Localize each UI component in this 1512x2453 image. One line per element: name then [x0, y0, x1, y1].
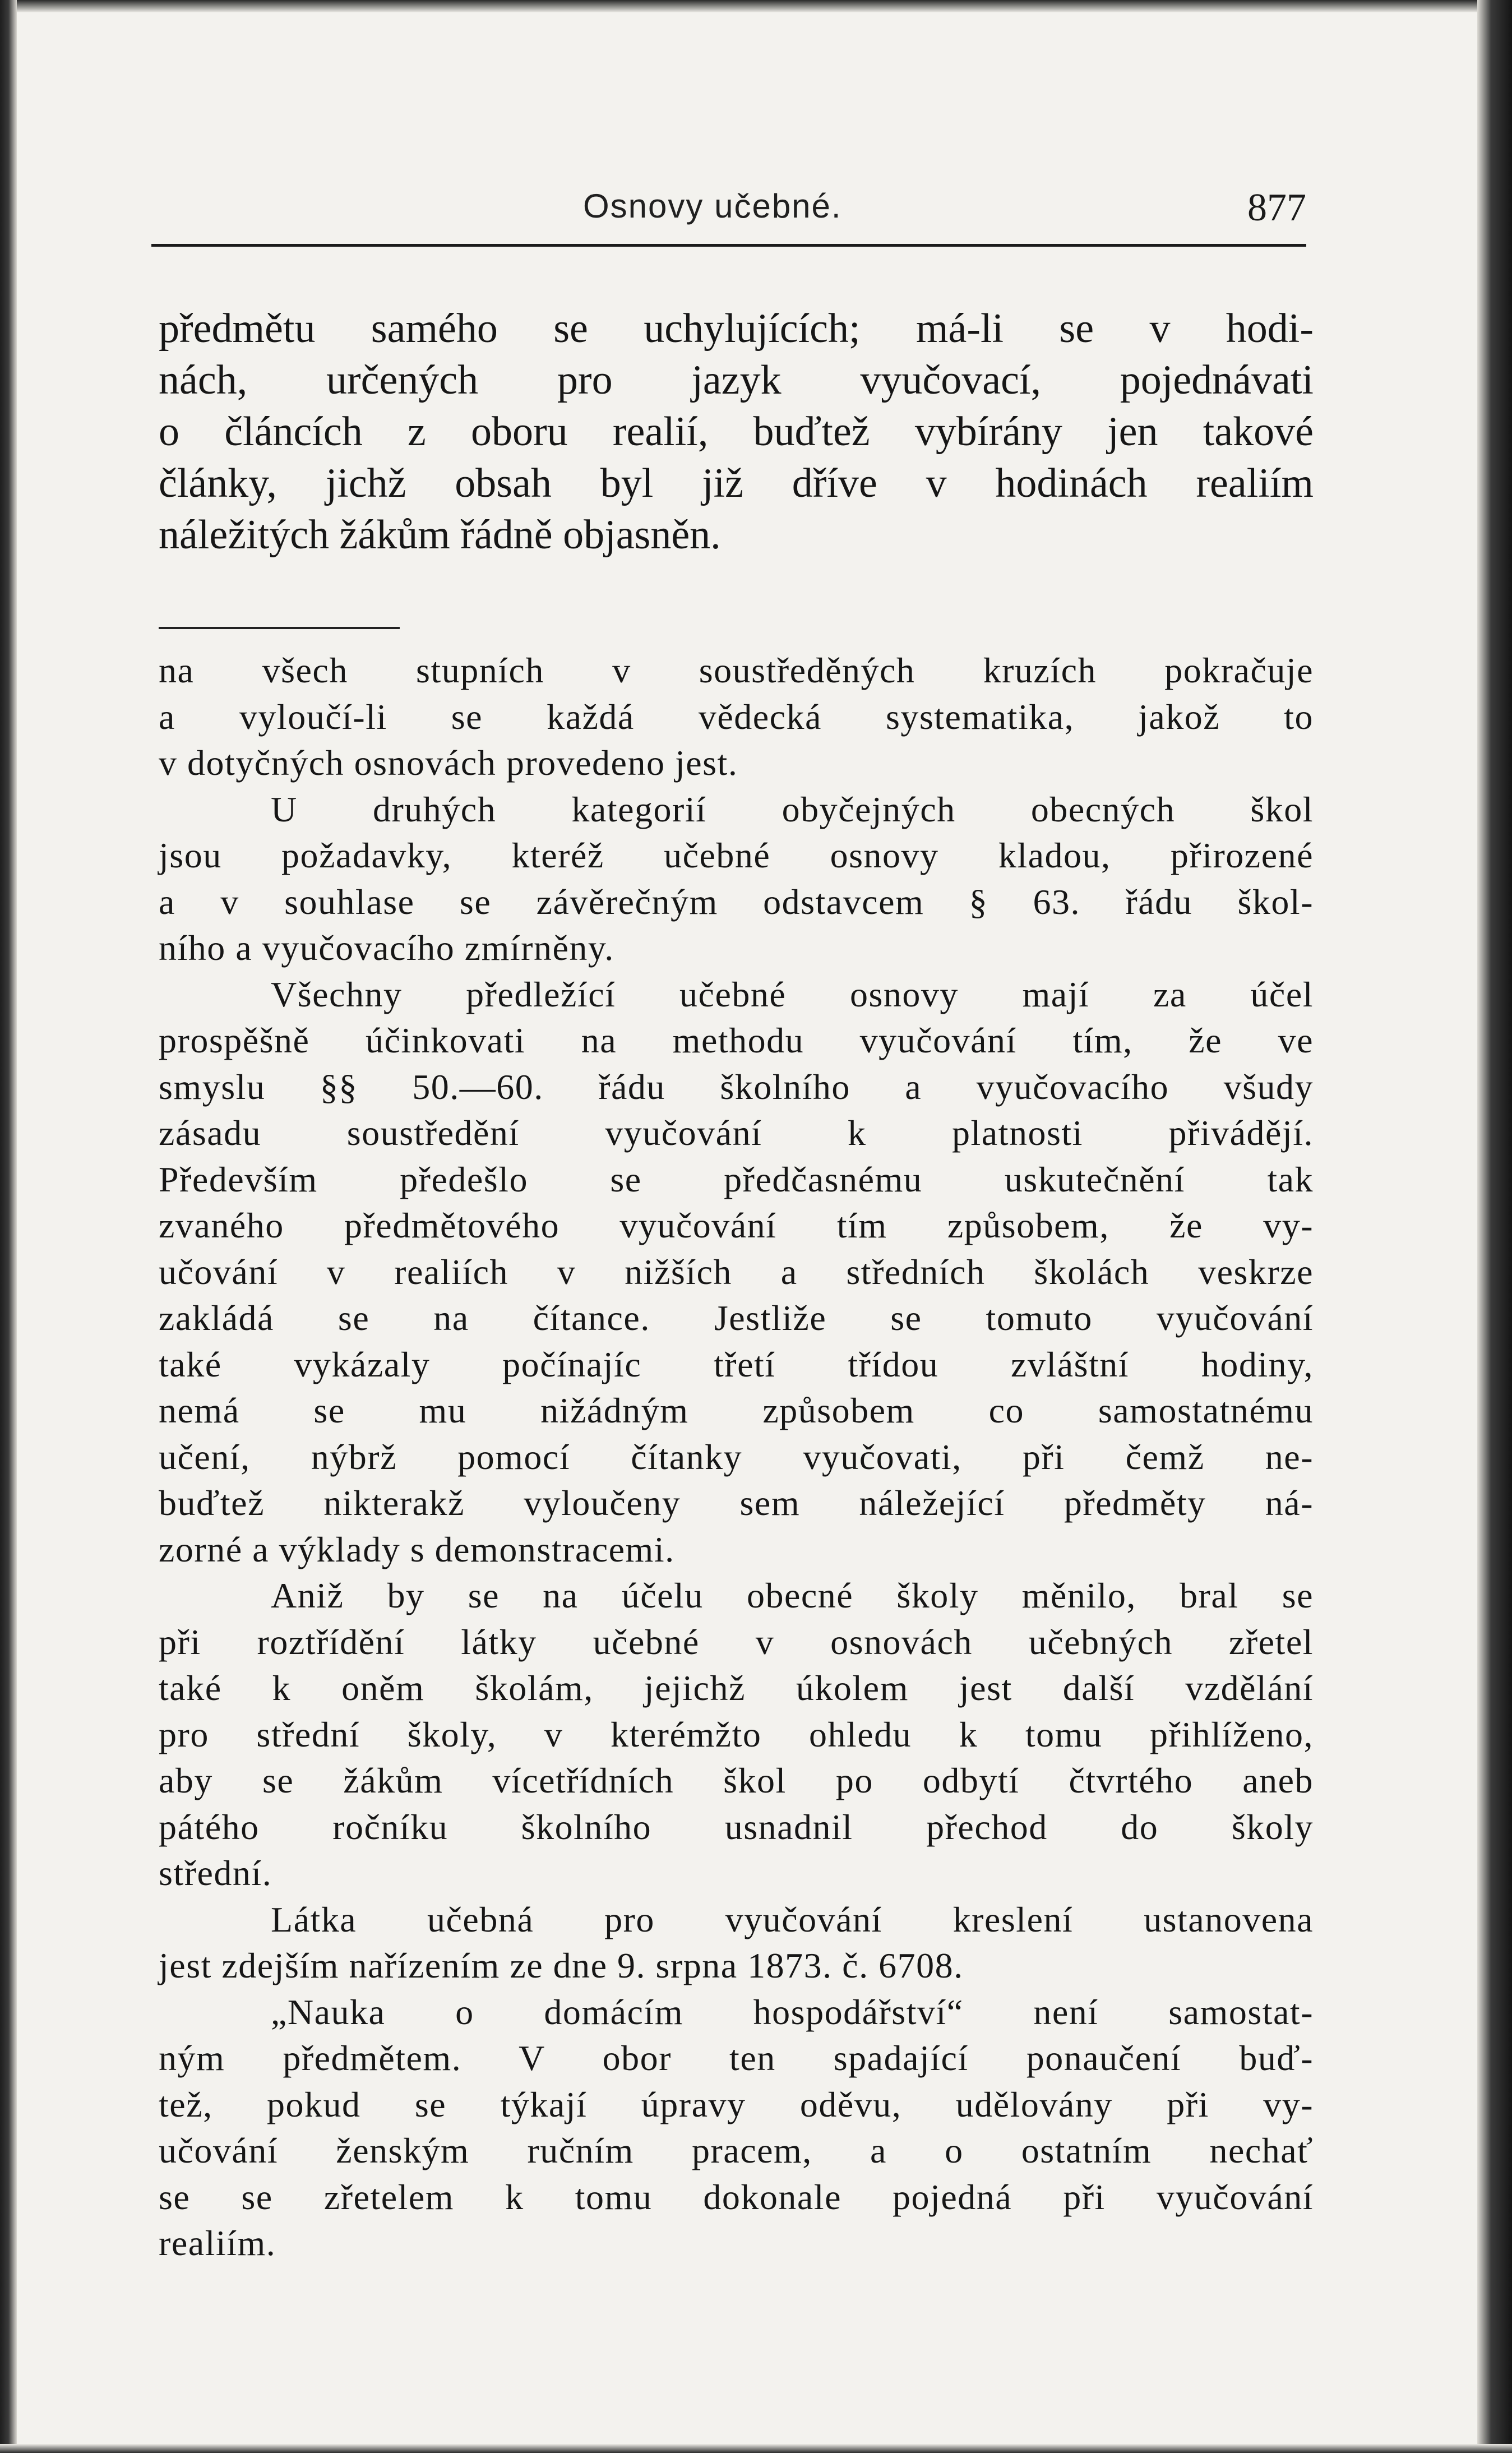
text-line: a v souhlase se závěrečným odstavcem § 63. řádu škol-	[159, 881, 1314, 922]
text-line: náležitých žákům řádně objasněn.	[159, 512, 721, 558]
text-line: nách, určených pro jazyk vyučovací, pojednávati	[159, 357, 1314, 403]
text-line: střední.	[159, 1853, 272, 1893]
text-line: realiím.	[159, 2223, 276, 2263]
text-line: v dotyčných osnovách provedeno jest.	[159, 743, 738, 783]
text-line: buďtež nikterakž vyloučeny sem náležející předměty ná-	[159, 1483, 1314, 1523]
section-divider	[159, 627, 400, 629]
text-line: zásadu soustředění vyučování k platnosti přivádějí.	[159, 1113, 1314, 1153]
text-line: „Nauka o domácím hospodářství“ není samostat-	[271, 1992, 1314, 2032]
text-line: zakládá se na čítance. Jestliže se tomuto vyučování	[159, 1298, 1314, 1338]
header-rule	[151, 244, 1306, 247]
text-line: U druhých kategorií obyčejných obecných škol	[271, 789, 1314, 829]
text-line: smyslu §§ 50.—60. řádu školního a vyučovacího všudy	[159, 1066, 1314, 1107]
text-line: učování ženským ručním pracem, a o ostatním nechať	[159, 2131, 1314, 2170]
text-line: při roztřídění látky učebné v osnovách učebných zřetel	[159, 1622, 1314, 1662]
text-line: jsou požadavky, kteréž učebné osnovy kladou, přirozené	[159, 835, 1314, 875]
text-line: ným předmětem. V obor ten spadající ponaučení buď-	[159, 2038, 1314, 2078]
page-edge-right	[1477, 0, 1512, 2453]
text-line: nemá se mu nižádným způsobem co samostatnému	[159, 1391, 1314, 1430]
text-line: ního a vyučovacího zmírněny.	[159, 928, 614, 968]
page-edge-top	[0, 0, 1512, 12]
text-line: učování v realiích v nižších a středních školách veskrze	[159, 1251, 1314, 1292]
text-line: na všech stupních v soustředěných kruzích pokračuje	[159, 650, 1314, 690]
text-line: pátého ročníku školního usnadnil přechod do školy	[159, 1807, 1314, 1847]
main-paragraph	[159, 303, 1314, 561]
text-line: předmětu samého se uchylujících; má-li se v hodi-	[159, 306, 1314, 352]
running-title: Osnovy učebné.	[583, 187, 842, 225]
text-line: zorné a výklady s demonstracemi.	[159, 1529, 675, 1569]
notes-section	[159, 648, 1314, 2267]
page-number: 877	[1247, 186, 1306, 229]
page-edge-left	[0, 0, 17, 2453]
text-line: prospěšně účinkovati na methodu vyučování tím, že ve	[159, 1020, 1314, 1060]
text-line: Všechny předležící učebné osnovy mají za účel	[271, 974, 1314, 1014]
text-line: učení, nýbrž pomocí čítanky vyučovati, při čemž ne-	[159, 1436, 1314, 1477]
text-line: aby se žákům vícetřídních škol po odbytí čtvrtého aneb	[159, 1761, 1314, 1800]
text-line: a vyloučí-li se každá vědecká systematika, jakož to	[159, 696, 1314, 737]
text-line: Látka učebná pro vyučování kreslení ustanovena	[271, 1899, 1314, 1939]
text-line: také k oněm školám, jejichž úkolem jest další vzdělání	[159, 1668, 1314, 1708]
text-line: zvaného předmětového vyučování tím způsobem, že vy-	[159, 1205, 1314, 1245]
text-line: Především předešlo se předčasnému uskutečnění tak	[159, 1159, 1314, 1199]
text-line: se se zřetelem k tomu dokonale pojedná při vyučování	[159, 2177, 1314, 2217]
text-line: tež, pokud se týkají úpravy oděvu, udělovány při vy-	[159, 2084, 1314, 2124]
text-line: také vykázaly počínajíc třetí třídou zvláštní hodiny,	[159, 1344, 1314, 1384]
text-line: Aniž by se na účelu obecné školy měnilo, bral se	[271, 1576, 1314, 1615]
page-edge-bottom	[0, 2444, 1512, 2453]
text-line: články, jichž obsah byl již dříve v hodinách realiím	[159, 460, 1314, 506]
text-line: jest zdejším nařízením ze dne 9. srpna 1873. č. 6708.	[159, 1946, 964, 1985]
text-line: o článcích z oboru realií, buďtež vybírány jen takové	[159, 409, 1314, 455]
text-line: pro střední školy, v kterémžto ohledu k tomu přihlíženo,	[159, 1714, 1314, 1754]
running-header	[151, 182, 1306, 250]
